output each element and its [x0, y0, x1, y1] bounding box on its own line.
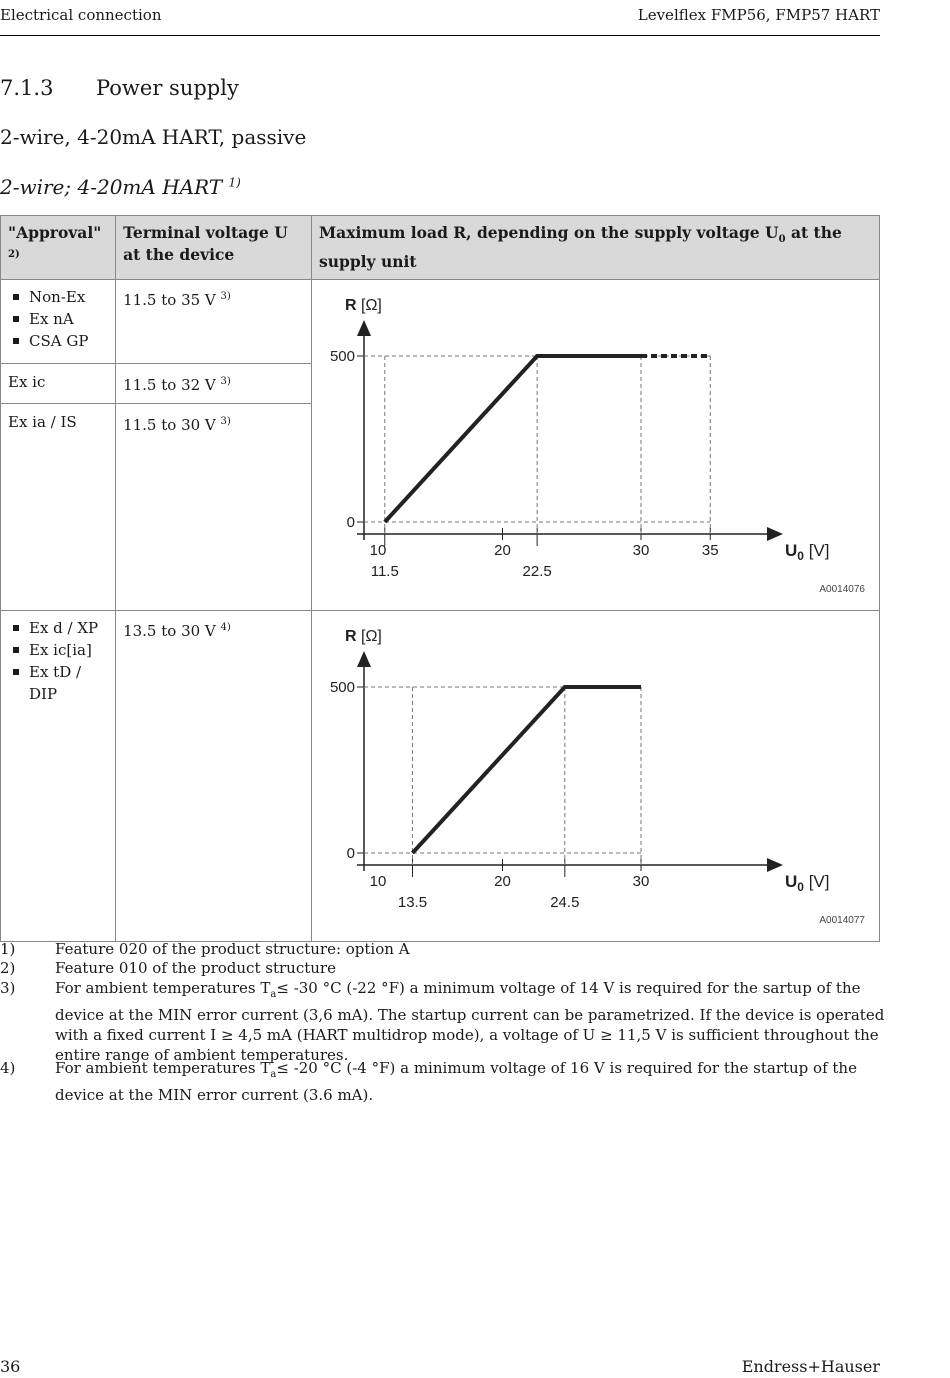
table-header-row: [1, 216, 880, 280]
footnote-text: Feature 010 of the product structure: [55, 959, 336, 977]
x-tick-label: 20: [494, 873, 511, 891]
y-tick-label: 0: [346, 845, 355, 863]
header-terminal-voltage: Terminal voltage U at the device: [116, 216, 312, 280]
figure-code: A0014077: [819, 915, 865, 927]
header-load-post: at the supply unit: [319, 223, 842, 272]
footnote-number: 3): [0, 979, 16, 997]
table-row: [1, 611, 880, 942]
header-maximum-load: [312, 216, 880, 280]
approval-cell: Ex ia / IS: [1, 404, 116, 611]
y-tick-label: 500: [329, 679, 355, 697]
voltage-value: 11.5 to 32 V: [123, 375, 216, 394]
x-axis-label: $U_0$ [V]: [785, 541, 830, 564]
footnote-text-post: ≤ -30 °C (-22 °F) a minimum voltage of 14 V is required for the sartup of the device at the MIN error current (3,6 mA). The startup current can be parametrized. If the device is operated with a fixed current I ≥ 4,5 mA (HART multidrop mode), a voltage of U ≥ 11,5 V is sufficient throughout the entire range of ambient temperatures.: [55, 979, 885, 1064]
footnote-text-post: ≤ -20 °C (-4 °F) a minimum voltage of 16 V is required for the startup of the device at the MIN error current (3.6 mA).: [55, 1059, 857, 1104]
section-number: 7.1.3: [0, 76, 54, 100]
load-chart-1: [319, 286, 872, 604]
footnote-text-pre: For ambient temperatures T: [55, 1059, 271, 1077]
publisher-brand: Endress+Hauser: [741, 1357, 880, 1376]
subsection-heading: 2-wire, 4-20mA HART, passive: [0, 125, 307, 149]
figure-code: A0014076: [819, 584, 865, 596]
footnote-text-sub: a: [270, 989, 277, 1000]
table-caption: [0, 175, 241, 199]
page-number: 36: [0, 1357, 21, 1376]
running-header-left: Electrical connection: [0, 6, 162, 24]
y-axis-arrow: [357, 651, 371, 667]
load-chart-cell-2: [312, 611, 880, 942]
header-approval-ref: 2): [8, 249, 20, 260]
voltage-ref: 3): [220, 416, 231, 428]
x-axis-label: $U_0$ [V]: [785, 872, 830, 895]
voltage-ref: 4): [220, 622, 231, 634]
approval-item: Non-Ex: [8, 286, 108, 308]
header-approval-text: "Approval": [8, 223, 102, 242]
x-tick-label: 35: [701, 542, 719, 560]
voltage-ref: 3): [220, 375, 231, 387]
footnote-text-sub: a: [270, 1069, 277, 1080]
voltage-cell: [116, 363, 312, 403]
footnote-text: [55, 1058, 885, 1105]
approval-cell: Ex ic: [1, 363, 116, 403]
voltage-ref: 3): [220, 291, 231, 303]
table-caption-ref: 1): [228, 175, 241, 190]
approval-cell: [1, 611, 116, 942]
footnote-number: 1): [0, 940, 16, 958]
x-tick-label: 10: [369, 873, 387, 891]
x-axis-arrow: [767, 858, 783, 872]
footnote-number: 4): [0, 1059, 16, 1077]
voltage-cell: [116, 280, 312, 364]
voltage-cell: [116, 404, 312, 611]
footnote-text: Feature 020 of the product structure: option A: [55, 940, 410, 958]
header-approval: [1, 216, 116, 280]
x-tick-label: 10: [369, 542, 387, 560]
footnote-number: 2): [0, 959, 16, 977]
x-tick-label: 24.5: [550, 894, 580, 912]
load-curve: [412, 687, 641, 853]
voltage-cell: [116, 611, 312, 942]
section-heading: [0, 76, 239, 100]
table-caption-text: 2-wire; 4-20mA HART: [0, 175, 223, 199]
load-chart-2: [319, 617, 872, 935]
approval-item: Ex ic[ia]: [8, 639, 108, 661]
approval-item: CSA GP: [8, 330, 108, 352]
y-tick-label: 500: [329, 348, 355, 366]
header-rule: [0, 35, 880, 36]
y-tick-label: 0: [346, 514, 355, 532]
approval-item: Ex tD / DIP: [8, 661, 108, 705]
table-row: [1, 280, 880, 364]
x-axis-arrow: [767, 527, 783, 541]
running-header-right: Levelflex FMP56, FMP57 HART: [637, 6, 880, 24]
x-tick-label: 30: [632, 873, 650, 891]
x-tick-label: 20: [494, 542, 511, 560]
voltage-value: 11.5 to 30 V: [123, 416, 216, 435]
footnote-text: [55, 978, 885, 1065]
x-tick-label: 13.5: [397, 894, 428, 912]
x-tick-label: 11.5: [370, 563, 399, 581]
x-tick-label: 30: [632, 542, 650, 560]
y-axis-arrow: [357, 320, 371, 336]
load-curve: [385, 356, 641, 522]
section-title: Power supply: [96, 76, 239, 100]
header-load-pre: Maximum load R, depending on the supply voltage U: [319, 223, 779, 242]
y-axis-label: R [Ω]: [345, 297, 382, 315]
approval-item: Ex d / XP: [8, 617, 108, 639]
header-load-sub: 0: [778, 234, 786, 246]
x-tick-label: 22.5: [522, 563, 552, 581]
voltage-value: 13.5 to 30 V: [123, 622, 216, 641]
power-supply-table: [0, 215, 880, 942]
approval-cell: [1, 280, 116, 364]
approval-item: Ex nA: [8, 308, 108, 330]
footnote-text-pre: For ambient temperatures T: [55, 979, 271, 997]
load-chart-cell-1: [312, 280, 880, 611]
y-axis-label: R [Ω]: [345, 628, 382, 646]
voltage-value: 11.5 to 35 V: [123, 291, 216, 310]
